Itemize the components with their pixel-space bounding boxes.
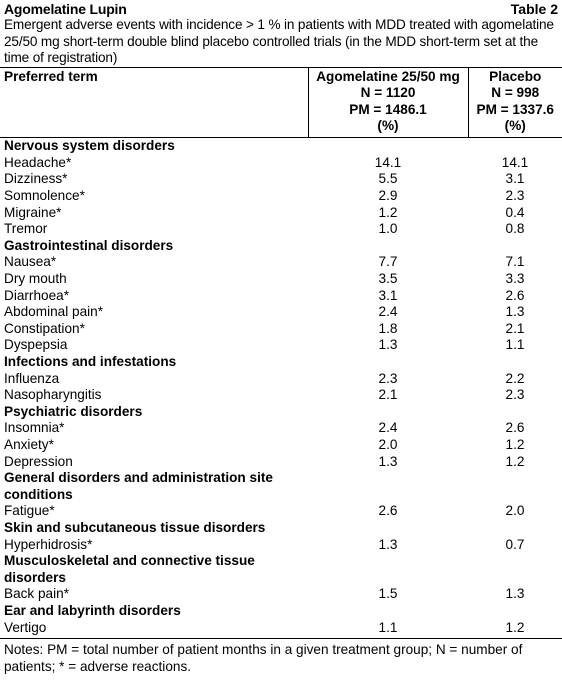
empty-cell <box>468 553 562 586</box>
term-cell: Insomnia* <box>4 420 65 436</box>
placebo-value: 0.7 <box>505 536 525 552</box>
table-row <box>0 586 562 603</box>
agomelatine-value: 2.3 <box>378 370 398 386</box>
agomelatine-value: 1.2 <box>378 204 398 220</box>
agomelatine-value: 1.1 <box>378 619 398 635</box>
group-heading: Psychiatric disorders <box>4 403 143 419</box>
adverse-events-table <box>0 67 562 639</box>
agomelatine-value: 5.5 <box>378 171 398 187</box>
group-row <box>0 553 562 586</box>
table-row <box>0 171 562 188</box>
table-row <box>0 537 562 554</box>
header-preferred-term: Preferred term <box>4 69 98 85</box>
empty-cell <box>308 603 468 620</box>
empty-cell <box>308 404 468 421</box>
empty-cell <box>308 138 468 155</box>
group-heading: Skin and subcutaneous tissue disorders <box>4 519 266 535</box>
header-agomelatine-line: Agomelatine 25/50 mg <box>316 69 460 85</box>
term-cell: Nasopharyngitis <box>4 387 102 403</box>
header-agomelatine-line: (%) <box>377 118 399 133</box>
group-heading: Musculoskeletal and connective tissue disorders <box>4 553 255 585</box>
empty-cell <box>468 138 562 155</box>
table-row <box>0 337 562 354</box>
placebo-value: 1.3 <box>505 586 525 602</box>
document-title: Agomelatine Lupin <box>4 1 127 17</box>
term-cell: Dizziness* <box>4 171 68 187</box>
term-cell: Tremor <box>4 221 48 237</box>
term-cell: Headache* <box>4 154 72 170</box>
table-row <box>0 454 562 471</box>
placebo-value: 7.1 <box>505 254 525 270</box>
placebo-value: 1.2 <box>505 619 525 635</box>
group-row <box>0 470 562 503</box>
table-row <box>0 503 562 520</box>
placebo-value: 0.4 <box>505 204 525 220</box>
term-cell: Migraine* <box>4 204 62 220</box>
term-cell: Abdominal pain* <box>4 304 103 320</box>
agomelatine-value: 3.1 <box>378 287 398 303</box>
table-row <box>0 420 562 437</box>
table-row <box>0 254 562 271</box>
header-placebo-line: PM = 1337.6 <box>476 101 554 117</box>
term-cell: Fatigue* <box>4 503 55 519</box>
table-row <box>0 221 562 238</box>
empty-cell <box>308 354 468 371</box>
placebo-value: 2.3 <box>505 188 525 204</box>
agomelatine-value: 1.3 <box>378 453 398 469</box>
placebo-value: 1.3 <box>505 304 525 320</box>
term-cell: Diarrhoea* <box>4 287 69 303</box>
group-row <box>0 404 562 421</box>
empty-cell <box>468 603 562 620</box>
empty-cell <box>468 238 562 255</box>
empty-cell <box>308 520 468 537</box>
empty-cell <box>468 470 562 503</box>
placebo-value: 3.3 <box>505 271 525 287</box>
placebo-value: 1.1 <box>505 337 525 353</box>
agomelatine-value: 2.4 <box>378 420 398 436</box>
placebo-value: 0.8 <box>505 221 525 237</box>
placebo-value: 14.1 <box>501 154 529 170</box>
placebo-value: 2.0 <box>505 503 525 519</box>
agomelatine-value: 3.5 <box>378 271 398 287</box>
group-row <box>0 520 562 537</box>
term-cell: Vertigo <box>4 619 47 635</box>
agomelatine-value: 1.5 <box>378 586 398 602</box>
term-cell: Dry mouth <box>4 271 67 287</box>
table-row <box>0 304 562 321</box>
agomelatine-value: 2.4 <box>378 304 398 320</box>
placebo-value: 2.3 <box>505 387 525 403</box>
table-row <box>0 387 562 404</box>
title-row <box>4 0 558 17</box>
term-cell: Nausea* <box>4 254 57 270</box>
agomelatine-value: 1.0 <box>378 221 398 237</box>
empty-cell <box>468 354 562 371</box>
term-cell: Dyspepsia <box>4 337 68 353</box>
term-cell: Back pain* <box>4 586 69 602</box>
header-agomelatine-line: N = 1120 <box>360 85 416 101</box>
placebo-value: 1.2 <box>505 436 525 452</box>
group-heading: Infections and infestations <box>4 354 177 370</box>
group-row <box>0 138 562 155</box>
table-row <box>0 371 562 388</box>
agomelatine-value: 2.0 <box>378 436 398 452</box>
agomelatine-value: 7.7 <box>378 254 398 270</box>
empty-cell <box>468 520 562 537</box>
table-row <box>0 271 562 288</box>
header-agomelatine <box>308 68 468 138</box>
placebo-value: 1.2 <box>505 453 525 469</box>
agomelatine-value: 2.9 <box>378 188 398 204</box>
placebo-value: 2.1 <box>505 320 525 336</box>
header-placebo-line: (%) <box>504 118 526 133</box>
group-heading: Nervous system disorders <box>4 138 175 154</box>
table-caption: Emergent adverse events with incidence > 1 % in patients with MDD treated with agomelatine 25/50 mg short-term double blind placebo controlled trials (in the MDD short-term set at the time of registration) <box>4 17 554 66</box>
group-row <box>0 238 562 255</box>
placebo-value: 2.2 <box>505 370 525 386</box>
placebo-value: 2.6 <box>505 287 525 303</box>
agomelatine-value: 1.3 <box>378 536 398 552</box>
table-row <box>0 188 562 205</box>
term-cell: Constipation* <box>4 320 85 336</box>
table-row <box>0 288 562 305</box>
group-heading: Ear and labyrinth disorders <box>4 602 181 618</box>
table-row <box>0 620 562 639</box>
placebo-value: 2.6 <box>505 420 525 436</box>
empty-cell <box>308 470 468 503</box>
agomelatine-value: 1.8 <box>378 320 398 336</box>
agomelatine-value: 2.6 <box>378 503 398 519</box>
table-row <box>0 205 562 222</box>
term-cell: Depression <box>4 453 73 469</box>
header-placebo-line: Placebo <box>489 69 542 85</box>
term-cell: Influenza <box>4 370 60 386</box>
placebo-value: 3.1 <box>505 171 525 187</box>
group-row <box>0 603 562 620</box>
table-row <box>0 321 562 338</box>
empty-cell <box>468 404 562 421</box>
adverse-events-table-wrap <box>0 67 562 639</box>
term-cell: Hyperhidrosis* <box>4 536 93 552</box>
group-heading: Gastrointestinal disorders <box>4 237 174 253</box>
header-placebo <box>468 68 562 138</box>
table-header-row <box>0 68 562 138</box>
group-row <box>0 354 562 371</box>
header-agomelatine-line: PM = 1486.1 <box>349 101 427 117</box>
table-number: Table 2 <box>510 1 558 17</box>
table-notes: Notes: PM = total number of patient months in a given treatment group; N = number of patients; * = adverse reactions. <box>4 642 523 674</box>
agomelatine-value: 2.1 <box>378 387 398 403</box>
agomelatine-value: 14.1 <box>374 154 402 170</box>
group-heading: General disorders and administration site conditions <box>4 470 273 502</box>
table-row <box>0 437 562 454</box>
table-row <box>0 155 562 172</box>
term-cell: Anxiety* <box>4 436 54 452</box>
empty-cell <box>308 553 468 586</box>
table-body <box>0 138 562 639</box>
term-cell: Somnolence* <box>4 188 85 204</box>
empty-cell <box>308 238 468 255</box>
header-placebo-line: N = 998 <box>491 85 540 101</box>
agomelatine-value: 1.3 <box>378 337 398 353</box>
